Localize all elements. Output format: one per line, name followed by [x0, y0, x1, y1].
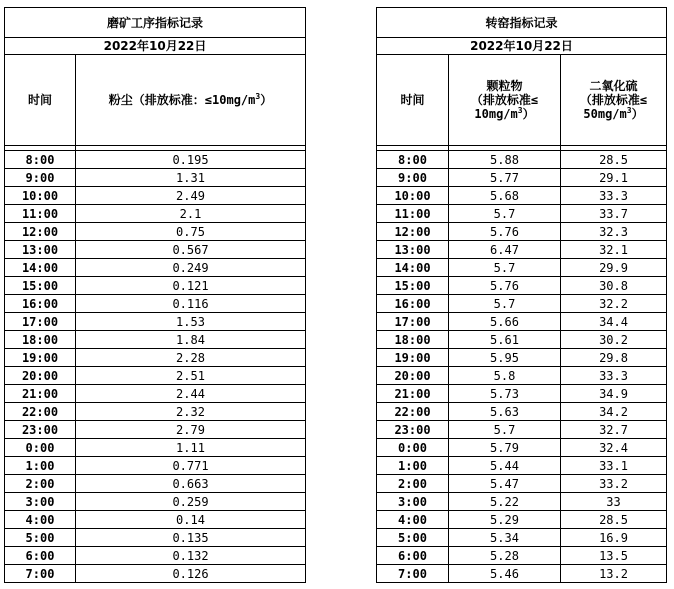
dust-value-cell: 2.44: [76, 385, 306, 403]
pm-header-sup: 3: [517, 106, 523, 115]
time-cell: 20:00: [5, 367, 76, 385]
time-cell: 2:00: [5, 475, 76, 493]
so2-value-cell: 29.9: [561, 259, 667, 277]
pm-value-cell: 5.66: [449, 313, 561, 331]
time-cell: 7:00: [5, 565, 76, 583]
table-row: [377, 259, 667, 277]
time-cell: 10:00: [377, 187, 449, 205]
so2-value-cell: 29.8: [561, 349, 667, 367]
pm-value-cell: 5.77: [449, 169, 561, 187]
pm-value-cell: 5.68: [449, 187, 561, 205]
pm-value-cell: 5.7: [449, 259, 561, 277]
dust-value-cell: 0.249: [76, 259, 306, 277]
grinding-table-title: 磨矿工序指标记录: [5, 8, 306, 38]
pm-value-cell: 6.47: [449, 241, 561, 259]
dust-value-cell: 0.259: [76, 493, 306, 511]
dust-value-cell: 0.771: [76, 457, 306, 475]
table-row: [5, 169, 306, 187]
kiln-header-so2: [561, 55, 667, 146]
time-cell: 17:00: [5, 313, 76, 331]
time-cell: 16:00: [5, 295, 76, 313]
time-cell: 11:00: [377, 205, 449, 223]
so2-value-cell: 33.7: [561, 205, 667, 223]
table-row: [5, 565, 306, 583]
dust-value-cell: 0.567: [76, 241, 306, 259]
time-cell: 0:00: [5, 439, 76, 457]
dust-value-cell: 0.135: [76, 529, 306, 547]
so2-value-cell: 34.9: [561, 385, 667, 403]
so2-header-line1: 二氧化硫: [589, 79, 638, 93]
time-cell: 11:00: [5, 205, 76, 223]
time-cell: 5:00: [377, 529, 449, 547]
table-row: [5, 151, 306, 169]
dust-value-cell: 0.75: [76, 223, 306, 241]
table-row: [377, 349, 667, 367]
table-row: [5, 511, 306, 529]
time-cell: 17:00: [377, 313, 449, 331]
so2-value-cell: 33.2: [561, 475, 667, 493]
table-row: [377, 205, 667, 223]
time-cell: 8:00: [377, 151, 449, 169]
pm-header-end: ）: [522, 107, 535, 121]
so2-value-cell: 34.2: [561, 403, 667, 421]
kiln-header-time: 时间: [377, 55, 449, 146]
so2-value-cell: 33.3: [561, 187, 667, 205]
pm-value-cell: 5.95: [449, 349, 561, 367]
so2-header-end: ）: [631, 107, 644, 121]
pm-value-cell: 5.22: [449, 493, 561, 511]
so2-value-cell: 33.1: [561, 457, 667, 475]
table-row: [5, 403, 306, 421]
table-row: [377, 241, 667, 259]
time-cell: 13:00: [377, 241, 449, 259]
time-cell: 16:00: [377, 295, 449, 313]
pm-value-cell: 5.73: [449, 385, 561, 403]
so2-value-cell: 34.4: [561, 313, 667, 331]
time-cell: 6:00: [5, 547, 76, 565]
table-row: [5, 421, 306, 439]
pm-value-cell: 5.7: [449, 295, 561, 313]
time-cell: 20:00: [377, 367, 449, 385]
so2-header-line2: （排放标准≤: [579, 93, 648, 107]
pm-value-cell: 5.61: [449, 331, 561, 349]
time-cell: 22:00: [377, 403, 449, 421]
table-row: [377, 367, 667, 385]
table-row: [377, 151, 667, 169]
table-row: [377, 457, 667, 475]
time-cell: 5:00: [5, 529, 76, 547]
time-cell: 12:00: [377, 223, 449, 241]
table-row: [5, 313, 306, 331]
table-row: [377, 439, 667, 457]
kiln-table: [376, 7, 667, 583]
dust-value-cell: 0.126: [76, 565, 306, 583]
table-row: [5, 349, 306, 367]
dust-value-cell: 2.51: [76, 367, 306, 385]
time-cell: 4:00: [377, 511, 449, 529]
dust-value-cell: 0.121: [76, 277, 306, 295]
table-row: [5, 493, 306, 511]
so2-value-cell: 32.4: [561, 439, 667, 457]
time-cell: 10:00: [5, 187, 76, 205]
table-row: [377, 277, 667, 295]
time-cell: 9:00: [5, 169, 76, 187]
time-cell: 23:00: [5, 421, 76, 439]
so2-value-cell: 32.2: [561, 295, 667, 313]
pm-value-cell: 5.34: [449, 529, 561, 547]
table-row: [377, 169, 667, 187]
so2-value-cell: 28.5: [561, 511, 667, 529]
pm-value-cell: 5.46: [449, 565, 561, 583]
time-cell: 1:00: [5, 457, 76, 475]
pm-value-cell: 5.8: [449, 367, 561, 385]
dust-value-cell: 0.14: [76, 511, 306, 529]
time-cell: 9:00: [377, 169, 449, 187]
pm-value-cell: 5.44: [449, 457, 561, 475]
pm-value-cell: 5.76: [449, 277, 561, 295]
pm-header-line1: 颗粒物: [486, 79, 523, 93]
dust-value-cell: 1.31: [76, 169, 306, 187]
time-cell: 8:00: [5, 151, 76, 169]
time-cell: 3:00: [377, 493, 449, 511]
dust-header-end: ）: [260, 93, 273, 107]
table-row: [377, 547, 667, 565]
pm-value-cell: 5.7: [449, 421, 561, 439]
dust-value-cell: 2.32: [76, 403, 306, 421]
pm-value-cell: 5.7: [449, 205, 561, 223]
so2-value-cell: 13.2: [561, 565, 667, 583]
so2-value-cell: 29.1: [561, 169, 667, 187]
time-cell: 12:00: [5, 223, 76, 241]
dust-value-cell: 2.49: [76, 187, 306, 205]
time-cell: 1:00: [377, 457, 449, 475]
time-cell: 4:00: [5, 511, 76, 529]
kiln-table-title: 转窑指标记录: [377, 8, 667, 38]
dust-value-cell: 1.53: [76, 313, 306, 331]
table-row: [377, 187, 667, 205]
dust-value-cell: 0.195: [76, 151, 306, 169]
table-row: [5, 223, 306, 241]
pm-value-cell: 5.28: [449, 547, 561, 565]
table-row: [377, 421, 667, 439]
so2-value-cell: 32.1: [561, 241, 667, 259]
pm-value-cell: 5.88: [449, 151, 561, 169]
table-row: [377, 493, 667, 511]
so2-value-cell: 30.8: [561, 277, 667, 295]
dust-value-cell: 2.28: [76, 349, 306, 367]
table-row: [5, 331, 306, 349]
table-row: [377, 475, 667, 493]
table-row: [377, 385, 667, 403]
time-cell: 3:00: [5, 493, 76, 511]
kiln-table-date: 2022年10月22日: [377, 38, 667, 55]
dust-value-cell: 1.11: [76, 439, 306, 457]
time-cell: 2:00: [377, 475, 449, 493]
time-cell: 13:00: [5, 241, 76, 259]
table-row: [377, 529, 667, 547]
time-cell: 14:00: [5, 259, 76, 277]
dust-value-cell: 2.1: [76, 205, 306, 223]
grinding-header-dust: [76, 55, 306, 146]
table-row: [377, 331, 667, 349]
time-cell: 18:00: [5, 331, 76, 349]
table-row: [377, 295, 667, 313]
table-row: [5, 439, 306, 457]
grinding-process-table: [4, 7, 306, 583]
table-row: [5, 277, 306, 295]
pm-value-cell: 5.76: [449, 223, 561, 241]
so2-header-line3: 50mg/m: [583, 107, 627, 121]
pm-value-cell: 5.79: [449, 439, 561, 457]
table-row: [377, 565, 667, 583]
table-row: [5, 367, 306, 385]
table-row: [377, 511, 667, 529]
dust-header-sup: 3: [255, 92, 261, 101]
table-row: [5, 259, 306, 277]
so2-value-cell: 30.2: [561, 331, 667, 349]
kiln-header-pm: [449, 55, 561, 146]
time-cell: 15:00: [377, 277, 449, 295]
dust-header-text: 粉尘（排放标准：≤10mg/m: [108, 93, 256, 107]
dust-value-cell: 0.116: [76, 295, 306, 313]
pm-value-cell: 5.63: [449, 403, 561, 421]
time-cell: 19:00: [377, 349, 449, 367]
so2-value-cell: 16.9: [561, 529, 667, 547]
table-row: [5, 529, 306, 547]
time-cell: 21:00: [5, 385, 76, 403]
pm-value-cell: 5.29: [449, 511, 561, 529]
dust-value-cell: 2.79: [76, 421, 306, 439]
time-cell: 23:00: [377, 421, 449, 439]
time-cell: 18:00: [377, 331, 449, 349]
table-row: [377, 403, 667, 421]
so2-value-cell: 32.3: [561, 223, 667, 241]
so2-value-cell: 13.5: [561, 547, 667, 565]
grinding-header-time: 时间: [5, 55, 76, 146]
table-row: [5, 475, 306, 493]
so2-value-cell: 32.7: [561, 421, 667, 439]
so2-value-cell: 28.5: [561, 151, 667, 169]
pm-header-line3: 10mg/m: [474, 107, 518, 121]
time-cell: 19:00: [5, 349, 76, 367]
time-cell: 6:00: [377, 547, 449, 565]
table-row: [5, 205, 306, 223]
table-row: [5, 241, 306, 259]
so2-header-sup: 3: [626, 106, 632, 115]
time-cell: 14:00: [377, 259, 449, 277]
table-row: [377, 223, 667, 241]
time-cell: 7:00: [377, 565, 449, 583]
time-cell: 0:00: [377, 439, 449, 457]
table-row: [5, 187, 306, 205]
grinding-table-date: 2022年10月22日: [5, 38, 306, 55]
dust-value-cell: 1.84: [76, 331, 306, 349]
table-row: [5, 457, 306, 475]
so2-value-cell: 33.3: [561, 367, 667, 385]
dust-value-cell: 0.132: [76, 547, 306, 565]
time-cell: 15:00: [5, 277, 76, 295]
time-cell: 22:00: [5, 403, 76, 421]
table-row: [5, 547, 306, 565]
pm-value-cell: 5.47: [449, 475, 561, 493]
so2-value-cell: 33: [561, 493, 667, 511]
table-row: [5, 385, 306, 403]
dust-value-cell: 0.663: [76, 475, 306, 493]
time-cell: 21:00: [377, 385, 449, 403]
pm-header-line2: （排放标准≤: [470, 93, 539, 107]
table-row: [5, 295, 306, 313]
table-row: [377, 313, 667, 331]
